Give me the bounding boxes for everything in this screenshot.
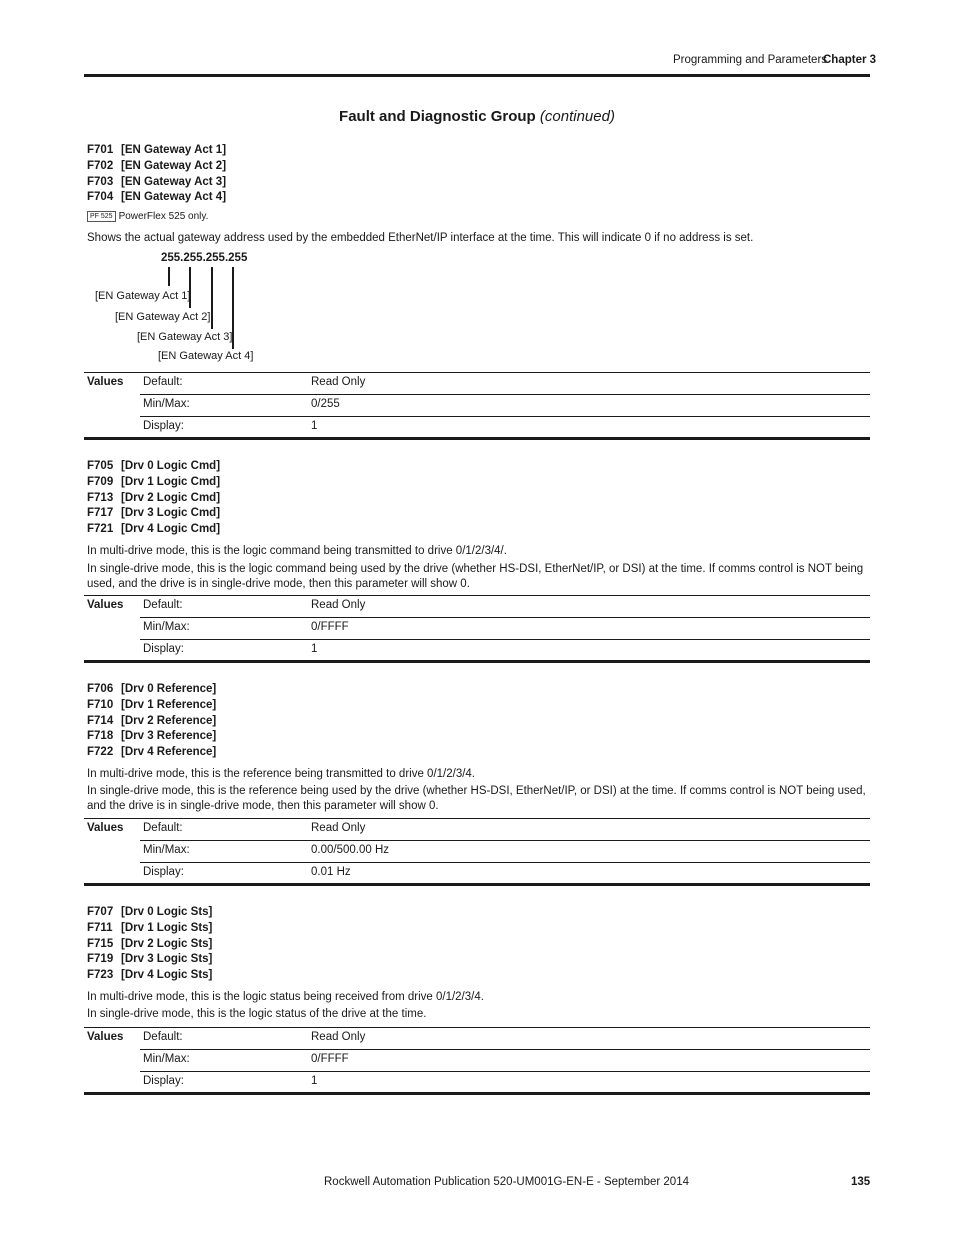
param-line [87, 491, 220, 507]
values-value: 1 [311, 643, 318, 655]
diagram-label-1: [EN Gateway Act 1] [95, 290, 191, 302]
param-name: [Drv 4 Logic Sts] [121, 969, 213, 982]
values-key: Min/Max: [143, 621, 190, 633]
param-name: [EN Gateway Act 2] [121, 159, 227, 172]
values-row-default [140, 818, 870, 840]
values-table [84, 595, 870, 663]
param-name: [Drv 4 Reference] [121, 746, 217, 759]
param-line [87, 475, 220, 491]
values-value: 0/FFFF [311, 1053, 349, 1065]
values-label: Values [87, 822, 124, 834]
values-row-minmax [140, 840, 870, 862]
param-number: F709 [87, 475, 114, 488]
header-rule [84, 74, 870, 77]
param-name: [Drv 1 Logic Sts] [121, 921, 213, 934]
param-number: F723 [87, 969, 114, 982]
values-key: Display: [143, 420, 184, 432]
values-value: Read Only [311, 822, 366, 834]
values-key: Default: [143, 822, 183, 834]
values-value: 0/255 [311, 398, 340, 410]
param-number: F719 [87, 953, 114, 966]
param-number: F704 [87, 191, 114, 204]
param-number: F707 [87, 906, 114, 918]
param-number: F721 [87, 523, 114, 536]
param-name: [Drv 3 Logic Cmd] [121, 507, 221, 520]
param-name: [EN Gateway Act 3] [121, 175, 227, 188]
publication-footer: Rockwell Automation Publication 520-UM001G-EN-E - September 2014 [324, 1176, 689, 1188]
param-line [87, 905, 212, 921]
param-list-logic-cmd [87, 459, 220, 538]
param-line [87, 143, 226, 159]
values-row-default [140, 1027, 870, 1049]
values-value: 0/FFFF [311, 621, 349, 633]
param-name: [Drv 2 Reference] [121, 714, 217, 727]
param-name: [Drv 1 Logic Cmd] [121, 475, 221, 488]
values-row-minmax [140, 394, 870, 416]
values-value: 1 [311, 420, 318, 432]
param-number: F706 [87, 683, 114, 695]
param-line [87, 714, 216, 730]
values-table [84, 1027, 870, 1095]
param-number: F722 [87, 746, 114, 759]
param-number: F715 [87, 937, 114, 950]
param-number: F711 [87, 921, 113, 934]
param-name: [Drv 2 Logic Cmd] [121, 491, 221, 504]
param-line [87, 159, 226, 175]
diagram-label-3: [EN Gateway Act 3] [137, 331, 233, 343]
values-value: Read Only [311, 376, 366, 388]
param-name: [Drv 1 Reference] [121, 698, 217, 711]
param-name: [Drv 3 Reference] [121, 730, 217, 743]
param-name: [Drv 0 Reference] [121, 683, 217, 695]
running-header-chapter: Chapter 3 [823, 54, 877, 66]
param-number: F703 [87, 175, 114, 188]
param-line [87, 745, 216, 761]
values-key: Default: [143, 376, 183, 388]
param-list-reference [87, 682, 216, 761]
values-key: Display: [143, 866, 184, 878]
note-text: PowerFlex 525 only. [118, 211, 209, 222]
param-line [87, 459, 220, 475]
values-label: Values [87, 1031, 124, 1043]
pf525-badge-icon: PF 525 [87, 211, 116, 222]
param-line [87, 952, 212, 968]
param-name: [EN Gateway Act 4] [121, 191, 227, 204]
diagram-label-2: [EN Gateway Act 2] [115, 311, 211, 323]
description-multi: In multi-drive mode, this is the logic status being received from drive 0/1/2/3/4. [87, 991, 484, 1003]
values-row-minmax [140, 1049, 870, 1071]
param-line [87, 968, 212, 984]
running-header-section: Programming and Parameters [673, 54, 828, 66]
values-row-display [140, 862, 870, 884]
param-line [87, 175, 226, 191]
param-name: [EN Gateway Act 1] [121, 144, 227, 156]
values-key: Min/Max: [143, 844, 190, 856]
section-title-continued: (continued) [539, 108, 615, 125]
section-title-main: Fault and Diagnostic Group [339, 108, 536, 125]
values-row-minmax [140, 617, 870, 639]
values-table [84, 372, 870, 440]
values-row-display [140, 639, 870, 661]
values-row-default [140, 595, 870, 617]
diagram-label-4: [EN Gateway Act 4] [158, 350, 254, 362]
values-row-default [140, 372, 870, 394]
param-line [87, 506, 220, 522]
param-line [87, 698, 216, 714]
page-number: 135 [851, 1176, 871, 1188]
param-list-logic-sts [87, 905, 212, 984]
values-key: Min/Max: [143, 398, 190, 410]
param-number: F714 [87, 714, 114, 727]
description: Shows the actual gateway address used by the embedded EtherNet/IP interface at the time. This will indicate 0 if no address is set. [87, 232, 754, 244]
description-multi: In multi-drive mode, this is the logic command being transmitted to drive 0/1/2/3/4/. [87, 545, 507, 557]
values-key: Default: [143, 599, 183, 611]
param-line [87, 921, 212, 937]
param-number: F717 [87, 507, 114, 520]
values-value: Read Only [311, 599, 366, 611]
powerflex-note [87, 211, 208, 222]
param-number: F713 [87, 491, 114, 504]
param-line [87, 729, 216, 745]
values-value: 0.01 Hz [311, 866, 351, 878]
values-value: 0.00/500.00 Hz [311, 844, 390, 856]
description-single: In single-drive mode, this is the logic status of the drive at the time. [87, 1008, 427, 1020]
values-value: 1 [311, 1075, 318, 1087]
param-number: F701 [87, 144, 114, 156]
param-line [87, 522, 220, 538]
diagram-line-1 [168, 267, 170, 286]
param-name: [Drv 2 Logic Sts] [121, 937, 213, 950]
values-row-display [140, 1071, 870, 1093]
values-key: Min/Max: [143, 1053, 190, 1065]
param-number: F718 [87, 730, 114, 743]
param-name: [Drv 0 Logic Sts] [121, 906, 213, 918]
diagram-line-3 [211, 267, 213, 329]
description-single: In single-drive mode, this is the reference being used by the drive (whether HS-DSI, EtherNet/IP, or DSI) at the time. If comms control is NOT being used, and the drive is in single-drive mode, then this parameter will show 0. [87, 785, 866, 812]
values-key: Default: [143, 1031, 183, 1043]
param-line [87, 682, 216, 698]
param-name: [Drv 0 Logic Cmd] [121, 460, 221, 472]
values-key: Display: [143, 1075, 184, 1087]
param-line [87, 937, 212, 953]
gateway-address: 255.255.255.255 [161, 252, 248, 264]
description-single: In single-drive mode, this is the logic command being used by the drive (whether HS-DSI, EtherNet/IP, or DSI) at the time. If comms control is NOT being used, and the drive is in single-drive mode, then this parameter will show 0. [87, 563, 864, 590]
param-number: F702 [87, 159, 114, 172]
param-number: F705 [87, 460, 114, 472]
values-label: Values [87, 599, 124, 611]
param-name: [Drv 3 Logic Sts] [121, 953, 213, 966]
param-list-gateway [87, 143, 226, 206]
section-title [0, 108, 954, 125]
values-row-display [140, 416, 870, 438]
values-key: Display: [143, 643, 184, 655]
values-table [84, 818, 870, 886]
param-number: F710 [87, 698, 114, 711]
param-name: [Drv 4 Logic Cmd] [121, 523, 221, 536]
param-line [87, 190, 226, 206]
values-value: Read Only [311, 1031, 366, 1043]
values-label: Values [87, 376, 124, 388]
description-multi: In multi-drive mode, this is the reference being transmitted to drive 0/1/2/3/4. [87, 768, 475, 780]
